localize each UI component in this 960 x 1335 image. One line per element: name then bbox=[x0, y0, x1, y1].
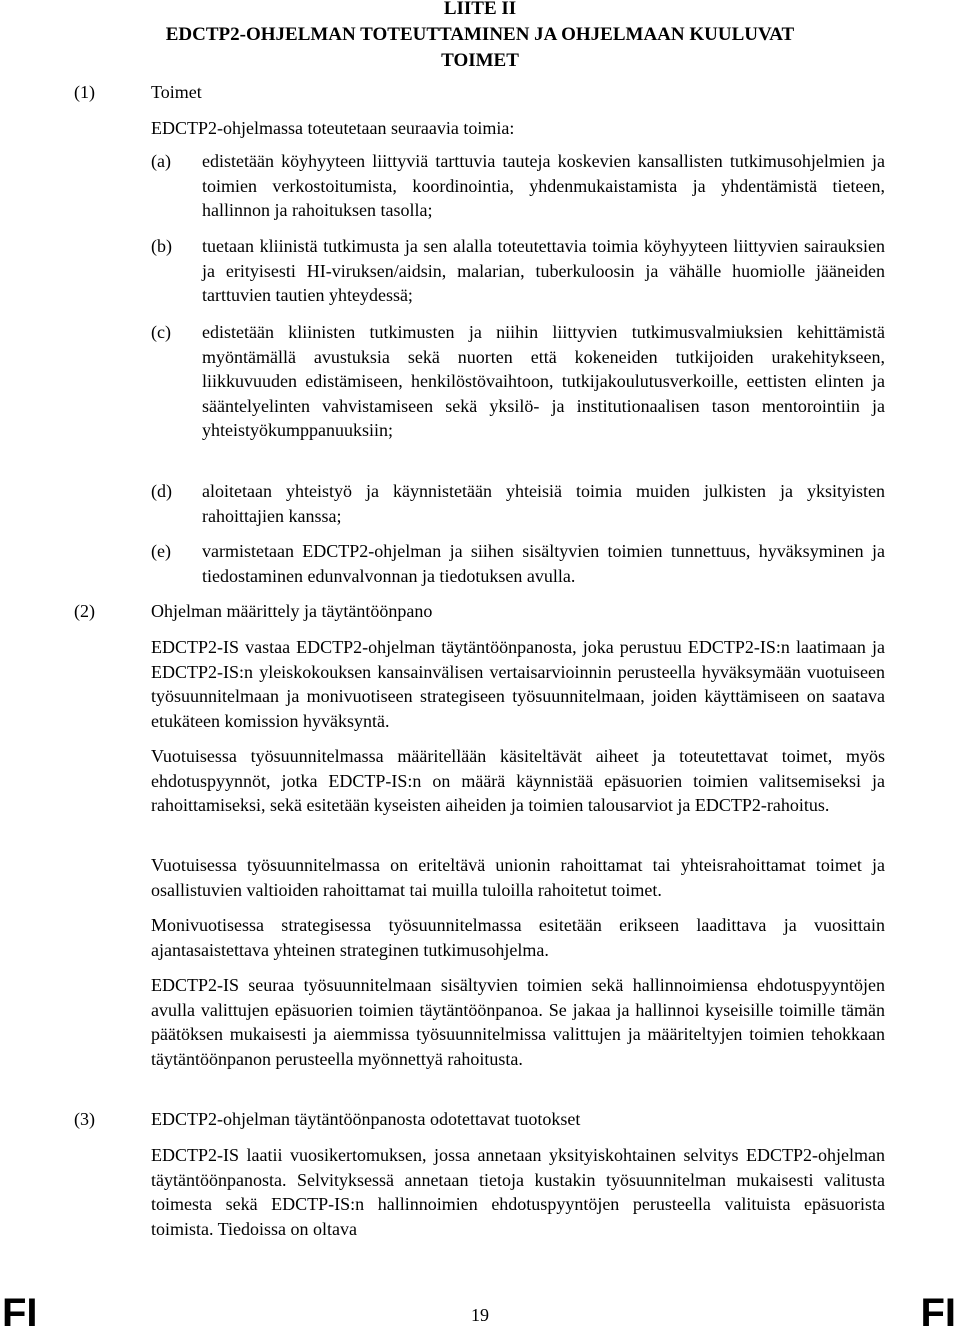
item-text: varmistetaan EDCTP2-ohjelman ja siihen sisältyvien toimien tunnettuus, hyväksyminen ja tiedostaminen edunvalvonnan ja tiedotuksen avulla. bbox=[202, 541, 885, 586]
item-letter: (d) bbox=[151, 481, 172, 501]
item-letter: (b) bbox=[151, 236, 172, 256]
section-1-heading bbox=[0, 80, 960, 105]
section-2-title: Ohjelman määrittely ja täytäntöönpano bbox=[151, 601, 433, 621]
item-text: tuetaan kliinistä tutkimusta ja sen alalla toteutettavia toimia köyhyyteen liittyvien sairauksien ja erityisesti HI-viruksen/aidsin, malarian, tuberkuloosin ja vähälle huomiolle jääneiden tarttuvien tautien yhteydessä; bbox=[202, 236, 885, 306]
item-letter: (c) bbox=[151, 322, 171, 342]
section-2-number: (2) bbox=[74, 601, 95, 621]
item-text: edistetään köyhyyteen liittyviä tarttuvia tauteja koskevien kansallisten tutkimusohjelmien ja toimien verkostoitumista, koordinointia, yhdenmukaistamista ja yhdentämistä tieteen, hallinnon ja rahoituksen tasolla; bbox=[202, 151, 885, 221]
section-1-title: Toimet bbox=[151, 82, 202, 102]
section-3-heading bbox=[0, 1107, 960, 1132]
section-3-title: EDCTP2-ohjelman täytäntöönpanosta odotettavat tuotokset bbox=[151, 1109, 581, 1129]
section-2-paragraph-1: EDCTP2-IS vastaa EDCTP2-ohjelman täytäntöönpanosta, joka perustuu EDCTP2-IS:n laatimaan ja EDCTP2-IS:n yleiskokouksen kansainvälisen vertaisarvioinnin perusteella hyväksymään vuotuiseen työsuunnitelmaan ja monivuotiseen strategiseen työsuunnitelmaan, joiden käyttämiseen on saatava etukäteen komission hyväksyntä. bbox=[151, 637, 885, 731]
page-number: 19 bbox=[471, 1305, 489, 1325]
title-line-2: TOIMET bbox=[441, 50, 519, 71]
annex-label: LIITE II bbox=[443, 0, 517, 19]
item-letter: (a) bbox=[151, 151, 171, 171]
document-title bbox=[0, 0, 960, 74]
section-2-paragraph-4: Monivuotisessa strategisessa työsuunnitelmassa esitetään erikseen laadittava ja vuosittain ajantasaistettava yhteinen strateginen tutkimusohjelma. bbox=[151, 915, 885, 960]
section-2-paragraph-2: Vuotuisessa työsuunnitelmassa määritellään käsiteltävät aiheet ja toteutettavat toimet, myös ehdotuspyynnöt, jotka EDCTP-IS:n on määrä käynnistää epäsuorien toimien valitsemiseksi ja rahoittamiseksi, sekä esitetään kyseisten aiheiden ja toimien talousarviot ja EDCTP2-rahoitus. bbox=[151, 746, 885, 816]
footer-language-right: FI bbox=[920, 1291, 956, 1335]
footer-language-left: FI bbox=[2, 1291, 38, 1335]
section-2-paragraph-5: EDCTP2-IS seuraa työsuunnitelmaan sisältyvien toimien sekä hallinnoimiensa ehdotuspyyntöjen avulla valittujen epäsuorien toimien täytäntöönpanoa. Se jakaa ja hallinnoi kyseisille toimille tämän päätöksen mukaisesti ja aiemmissa työsuunnitelmissa valittujen ja määriteltyjen toimien tehokkaan täytäntöönpanon perusteella myönnettyä rahoitusta. bbox=[151, 975, 885, 1069]
section-3-number: (3) bbox=[74, 1109, 95, 1129]
section-1-intro: EDCTP2-ohjelmassa toteutetaan seuraavia toimia: bbox=[151, 118, 515, 138]
section-3-paragraph-1: EDCTP2-IS laatii vuosikertomuksen, jossa annetaan yksityiskohtainen selvitys EDCTP2-ohjelman täytäntöönpanosta. Selvityksessä annetaan tietoja kustakin työsuunnitelman mukaisesti valitusta toimesta sekä EDCTP-IS:n hallinnoimien ehdotuspyyntöjen perusteella valituista epäsuorista toimista. Tiedoissa on oltava bbox=[151, 1145, 885, 1239]
item-text: edistetään kliinisten tutkimusten ja niihin liittyvien tutkimusvalmiuksien kehittämistä myöntämällä avustuksia sekä nuorten että kokeneiden tutkijoiden urakehitykseen, liikkuvuuden edistämiseen, henkilöstövaihtoon, tutkijakoulutusverkoille, eettisten elinten ja sääntelyelinten vahvistamiseen sekä yksilö- ja institutionaalisen tason mentorointiin ja yhteistyökumppanuuksiin; bbox=[202, 322, 885, 441]
section-2-heading bbox=[0, 599, 960, 624]
item-text: aloitetaan yhteistyö ja käynnistetään yhteisiä toimia muiden julkisten ja yksityisten rahoittajien kanssa; bbox=[202, 481, 885, 526]
section-1-number: (1) bbox=[74, 82, 95, 102]
item-letter: (e) bbox=[151, 541, 171, 561]
title-line-1: EDCTP2-OHJELMAN TOTEUTTAMINEN JA OHJELMAAN KUULUVAT bbox=[165, 24, 795, 45]
section-2-paragraph-3: Vuotuisessa työsuunnitelmassa on eriteltävä unionin rahoittamat tai yhteisrahoittamat toimet ja osallistuvien valtioiden rahoittamat tai muilla tuloilla rahoitetut toimet. bbox=[151, 855, 885, 900]
